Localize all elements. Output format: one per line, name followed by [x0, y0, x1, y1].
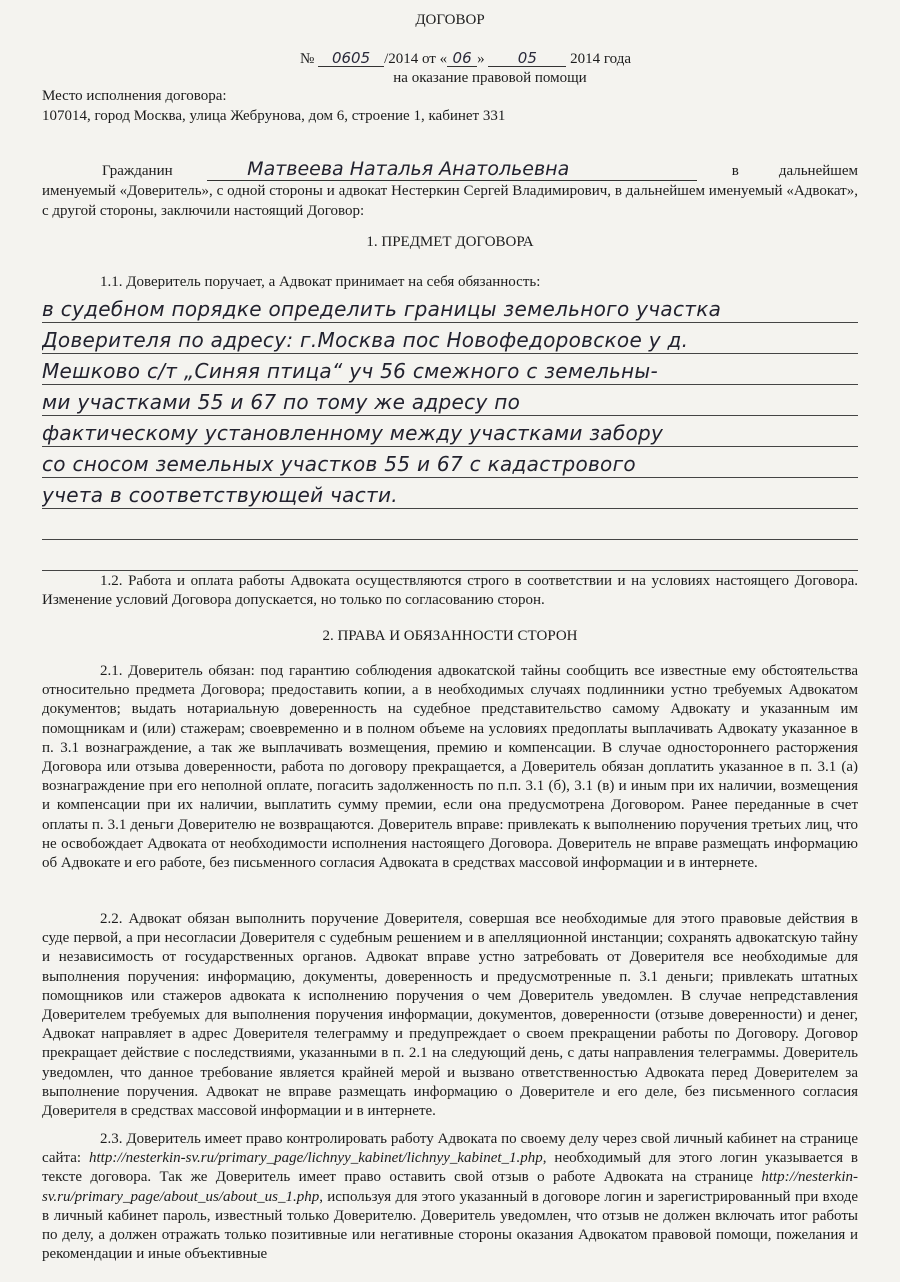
cabinet-link[interactable]: http://nesterkin-sv.ru/primary_page/lichnyy_kabinet/lichnyy_kabinet_1.php: [89, 1150, 543, 1167]
reviews-link[interactable]: http://nesterkin-sv.ru/primary_page/about_us/about_us_1.php: [42, 1169, 858, 1205]
handwritten-line: в судебном порядке определить границы земельного участка: [42, 292, 858, 323]
handwritten-line: Мешково с/т „Синяя птица“ уч 56 смежного с земельны-: [42, 354, 858, 385]
section2-heading: 2. ПРАВА И ОБЯЗАННОСТИ СТОРОН: [322, 628, 578, 644]
assignment-handwritten-lines: [42, 292, 858, 571]
clause-2-3-text-a: 2.3. Доверитель имеет право контролировать работу Адвоката по своему делу через свой личный кабинет на странице сайта:: [42, 1131, 858, 1167]
contract-number: 0605: [318, 50, 384, 67]
contract-month: 05: [488, 50, 566, 67]
number-year-text: /2014 от «: [384, 51, 448, 67]
document-subtitle: на оказание правовой помощи: [393, 70, 587, 86]
parties-text: именуемый «Доверитель», с одной стороны и адвокат Нестеркин Сергей Владимирович, в дальнейшем именуемый «Адвокат», с другой стороны, заключили настоящий Договор:: [42, 183, 858, 219]
clause-2-3-text-c: , используя для этого указанный в договоре логин и зарегистрированный при входе в личный кабинет пароль, известный только Доверителю. Доверитель уведомлен, что отзыв не должен включать итог работы по делу, а должен отражать только позитивные или негативные стороны оказания Адвокатом правовой помощи, пожелания и рекомендации и иные объективные: [42, 1188, 858, 1263]
place-address: 107014, город Москва, улица Жебрунова, дом 6, строение 1, кабинет 331: [42, 108, 506, 124]
handwritten-line: [42, 540, 858, 571]
number-mid: »: [477, 51, 485, 67]
document-title: ДОГОВОР: [415, 12, 485, 28]
parties-after-1: в: [731, 163, 739, 179]
clause-2-3-text-b: , необходимый для этого логин указывается в тексте договора. Так же Доверитель имеет право оставить свой отзыв о работе Адвоката на странице: [42, 1150, 858, 1186]
place-block: [42, 86, 505, 126]
handwritten-line: учета в соответствующей части.: [42, 478, 858, 509]
client-name-handwritten: Матвеева Наталья Анатольевна: [207, 158, 697, 181]
handwritten-line: ми участками 55 и 67 по тому же адресу по: [42, 385, 858, 416]
number-prefix: №: [300, 51, 315, 67]
parties-label: Гражданин: [102, 163, 173, 179]
parties-after-2: дальнейшем: [778, 163, 858, 179]
handwritten-line: [42, 509, 858, 540]
handwritten-line: фактическому установленному между участками забору: [42, 416, 858, 447]
place-label: Место исполнения договора:: [42, 88, 227, 104]
clause-1-1: 1.1. Доверитель поручает, а Адвокат принимает на себя обязанность:: [100, 274, 541, 290]
contract-day: 06: [447, 50, 477, 67]
handwritten-line: со сносом земельных участков 55 и 67 с кадастрового: [42, 447, 858, 478]
section1-heading: 1. ПРЕДМЕТ ДОГОВОРА: [366, 234, 534, 250]
clause-2-2: 2.2. Адвокат обязан выполнить поручение Доверителя, совершая все необходимые для этого правовые действия в суде первой, а при несогласии Доверителя с судебным решением и в апелляционной инстанции; сохранять адвокатскую тайну и независимость от государственных органов. Адвокат вправе устно затребовать от Доверителя все необходимые для выполнения поручения: информацию, документы, доверенность и предусмотренные п. 3.1 деньги; привлекать штатных помощников или стажеров адвоката к исполнению поручения о чем Доверитель уведомлен. В случае непредставления Доверителем требуемых для выполнения поручения информации, документов, доверенности (отзыве доверенности) и денег, Адвокат направляет в адрес Доверителя телеграмму и предупреждает о своем прекращении работы по Договору. Договор прекращает действие с последствиями, указанными в п. 2.1 на следующий день, с даты направления телеграммы. Доверитель уведомлен, что данное требование является крайней мерой и вызвано ответственностью Адвоката перед Доверителем за выполнение поручения. Адвокат не вправе размещать информацию о Доверителе и его деле, без письменного согласия Доверителя в средствах массовой информации и в интернете.: [42, 911, 858, 1120]
contract-number-line: [300, 50, 631, 68]
handwritten-line: Доверителя по адресу: г.Москва пос Новофедоровское у д.: [42, 323, 858, 354]
clause-1-2: 1.2. Работа и оплата работы Адвоката осуществляются строго в соответствии и на условиях настоящего Договора. Изменение условий Договора допускается, но только по согласованию сторон.: [42, 573, 858, 609]
parties-block: [42, 158, 858, 221]
clause-2-3: [42, 1130, 858, 1264]
clause-2-1: 2.1. Доверитель обязан: под гарантию соблюдения адвокатской тайны сообщить все известные ему обстоятельства относительно предмета Договора; предоставить копии, а в необходимых случаях подлинники устно требуемых Адвокатом документов; выдать нотариальную доверенность на судебное представительство самому Адвокату и указанным им помощникам и (или) стажерам; своевременно и в полном объеме на условиях предоплаты выплачивать Адвокату указанное в п. 3.1 вознаграждение, а так же выплачивать возмещения, премию и компенсации. В случае одностороннего расторжения Договора или отзыва доверенности, работа по договору прекращается, а Доверитель обязан доплатить указанное в п. 3.1 (а) вознаграждение при его неполной оплате, погасить задолженность по п.п. 3.1 (б), 3.1 (в) и иным при их наличии, возмещения и компенсации при их наличии, выплатить сумму премии, если она предусмотрена Договором. Ранее переданные в счет оплаты п. 3.1 деньги Доверителю не возвращаются. Доверитель вправе: привлекать к выполнению поручения третьих лиц, что не освобождает Адвоката от необходимости исполнения настоящего Договора. Доверитель не вправе размещать информацию об Адвокате и его работе, без письменного согласия Адвоката в средствах массовой информации и в интернете.: [42, 663, 858, 872]
number-suffix: 2014 года: [570, 51, 631, 67]
